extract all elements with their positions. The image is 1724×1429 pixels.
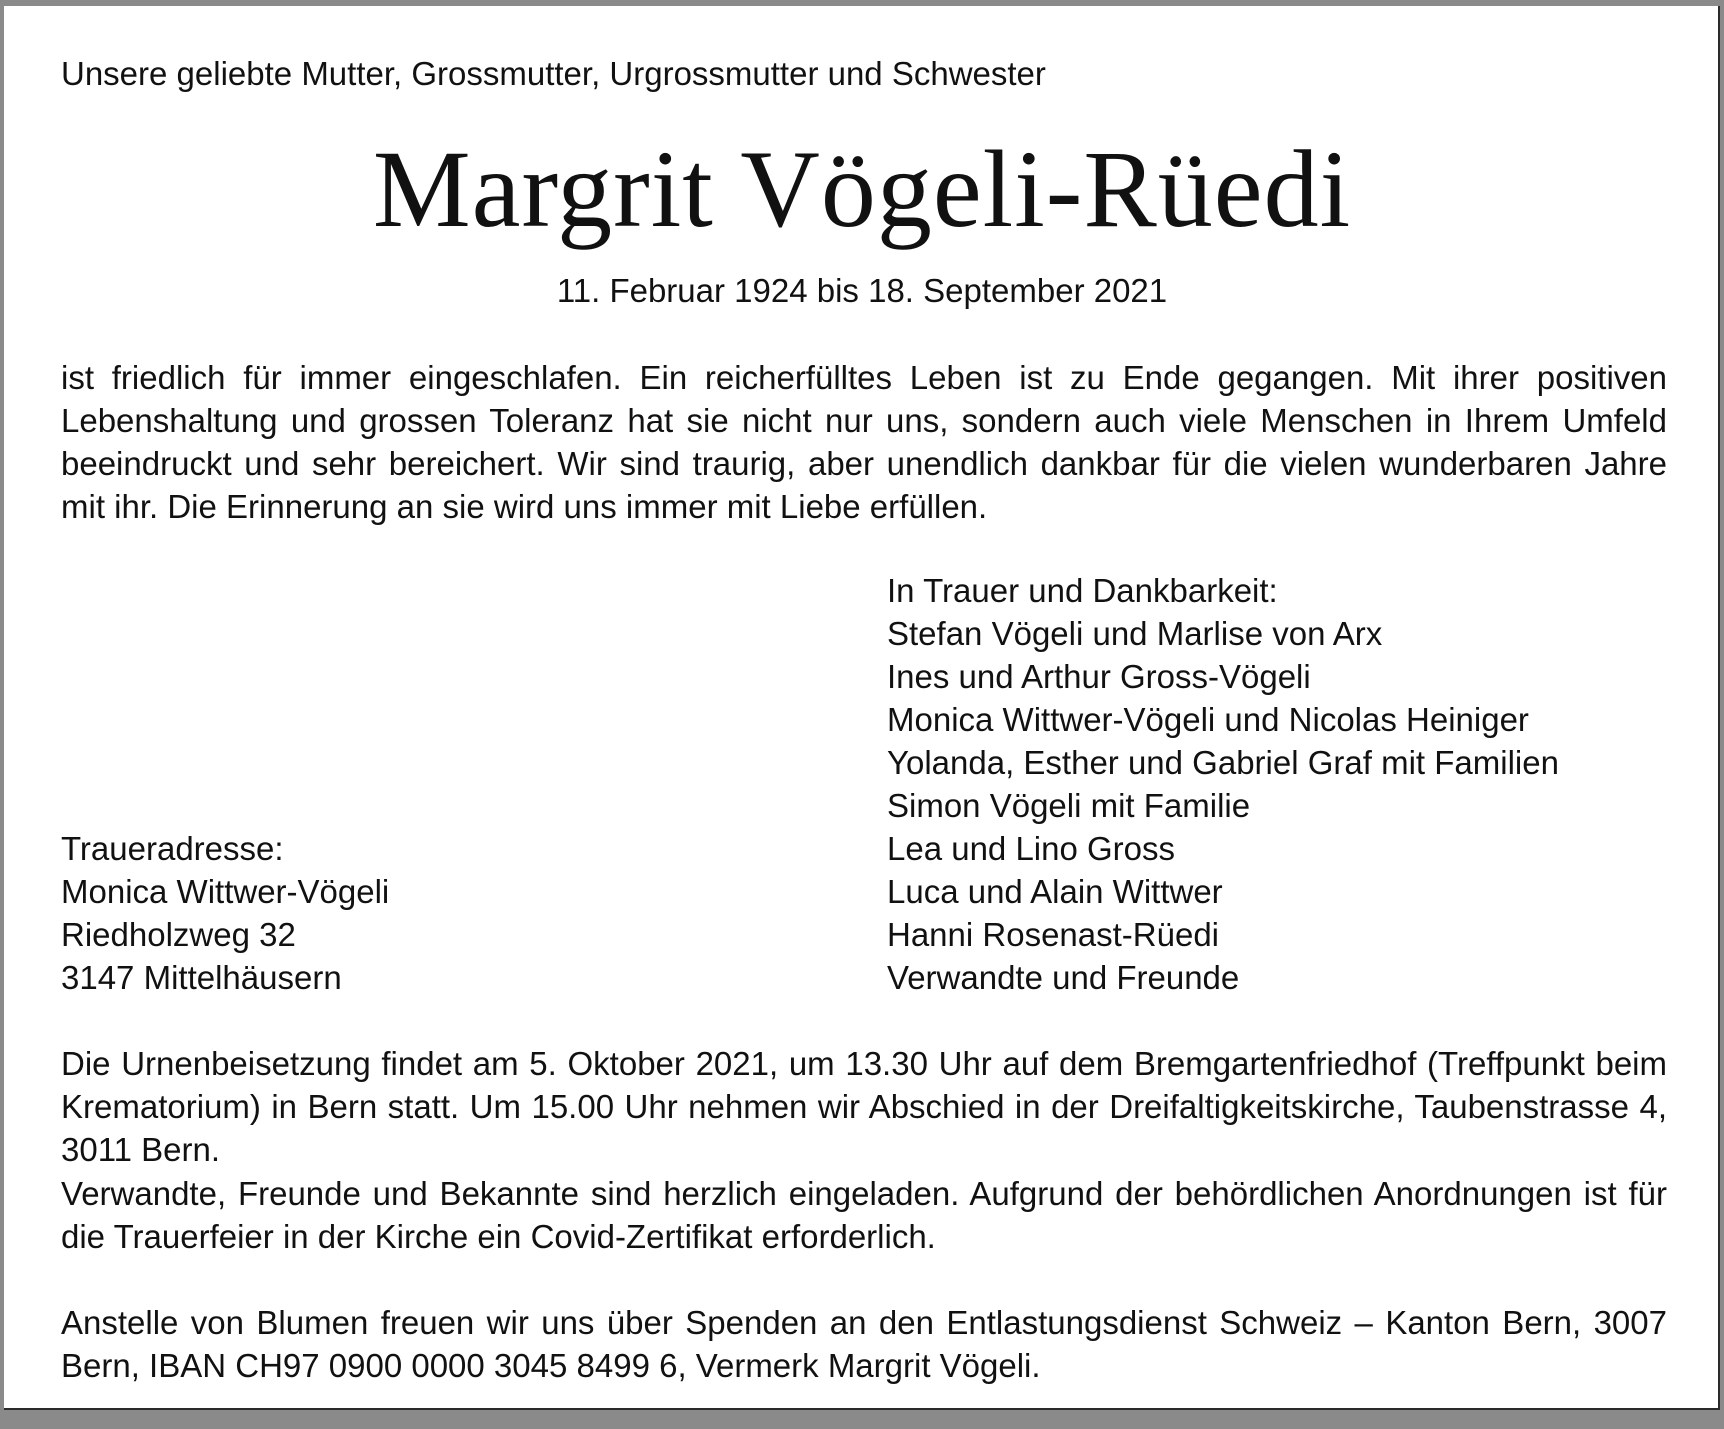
- address-city: 3147 Mittelhäusern: [61, 959, 342, 996]
- mourners-heading: In Trauer und Dankbarkeit:: [887, 572, 1278, 609]
- invitation-paragraph: Verwandte, Freunde und Bekannte sind herzlich eingeladen. Aufgrund der behördlichen Anordnungen ist für die Trauerfeier in der Kirche ein Covid-Zertifikat erforderlich.: [61, 1175, 1667, 1255]
- address-label: Traueradresse:: [61, 830, 284, 867]
- mourner-entry: Hanni Rosenast-Rüedi: [887, 916, 1220, 953]
- life-dates: 11. Februar 1924 bis 18. September 2021: [556, 272, 1168, 309]
- intro-line: Unsere geliebte Mutter, Grossmutter, Urgrossmutter und Schwester: [61, 55, 1046, 92]
- address-street: Riedholzweg 32: [61, 916, 296, 953]
- mourner-entry: Monica Wittwer-Vögeli und Nicolas Heiniger: [887, 701, 1529, 738]
- burial-paragraph: Die Urnenbeisetzung findet am 5. Oktober 2021, um 13.30 Uhr auf dem Bremgartenfriedhof (Treffpunkt beim Krematorium) in Bern statt. Um 15.00 Uhr nehmen wir Abschied in der Dreifaltigkeitskirche, Taubenstrasse 4, 3011 Bern.: [61, 1045, 1667, 1168]
- obituary-notice: [4, 6, 1720, 1410]
- mourner-entry: Yolanda, Esther und Gabriel Graf mit Familien: [887, 744, 1559, 781]
- donation-paragraph: Anstelle von Blumen freuen wir uns über Spenden an den Entlastungsdienst Schweiz – Kanton Bern, 3007 Bern, IBAN CH97 0900 0000 3045 8499 6, Vermerk Margrit Vögeli.: [61, 1304, 1667, 1384]
- mourner-entry: Lea und Lino Gross: [887, 830, 1176, 867]
- main-paragraph: ist friedlich für immer eingeschlafen. Ein reicherfülltes Leben ist zu Ende gegangen. Mit ihrer positiven Lebenshaltung und grossen Toleranz hat sie nicht nur uns, sondern auch viele Menschen in Ihrem Umfeld beeindruckt und sehr bereichert. Wir sind traurig, aber unendlich dankbar für die vielen wunderbaren Jahre mit ihr. Die Erinnerung an sie wird uns immer mit Liebe erfüllen.: [61, 359, 1667, 525]
- mourner-entry: Simon Vögeli mit Familie: [887, 787, 1251, 824]
- mourner-entry: Verwandte und Freunde: [887, 959, 1240, 996]
- mourner-entry: Luca und Alain Wittwer: [887, 873, 1223, 910]
- mourning-address: [61, 827, 389, 999]
- mourner-entry: Stefan Vögeli und Marlise von Arx: [887, 615, 1383, 652]
- address-name: Monica Wittwer-Vögeli: [61, 873, 390, 910]
- mourner-entry: Ines und Arthur Gross-Vögeli: [887, 658, 1311, 695]
- deceased-name: Margrit Vögeli-Rüedi: [372, 128, 1352, 250]
- mourners-list: [887, 569, 1559, 999]
